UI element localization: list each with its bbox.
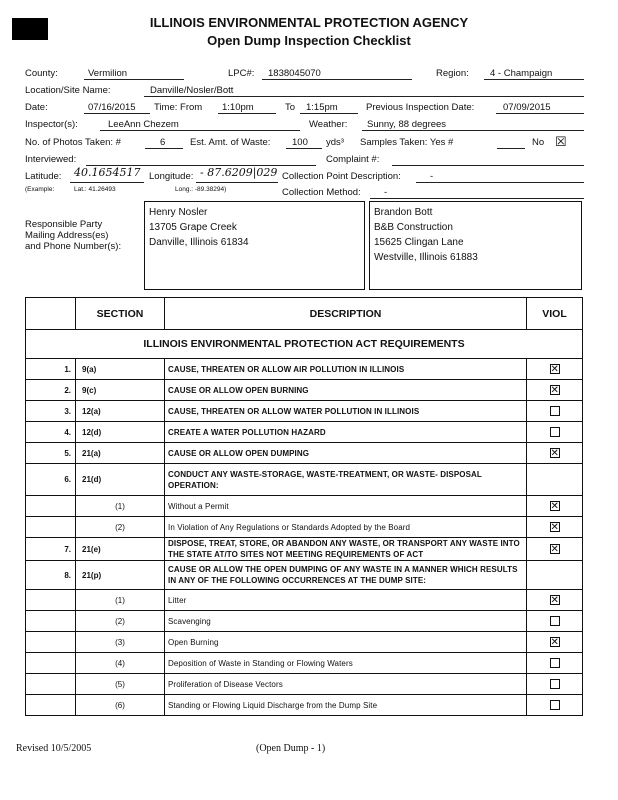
table-row (26, 496, 583, 517)
row-description: CREATE A WATER POLLUTION HAZARD (165, 422, 527, 443)
row-subitem: (4) (76, 653, 165, 674)
samples-no-checkbox[interactable]: ☒ (555, 134, 567, 149)
row-section: 12(d) (76, 422, 165, 443)
row-viol (527, 401, 583, 422)
row-viol (527, 632, 583, 653)
samples-label: Samples Taken: Yes # (360, 137, 454, 148)
weather-label: Weather: (309, 119, 348, 130)
table-row (26, 464, 583, 496)
section-band: ILLINOIS ENVIRONMENTAL PROTECTION ACT REQUIREMENTS (26, 330, 583, 359)
row-subitem: (5) (76, 674, 165, 695)
row-description: Without a Permit (165, 496, 527, 517)
date-label: Date: (25, 102, 48, 113)
viol-checkbox[interactable]: ✕ (550, 501, 559, 512)
complaint-label: Complaint #: (326, 154, 380, 165)
requirements-table (25, 297, 583, 716)
time-label: Time: From (154, 102, 203, 113)
county-label: County: (25, 68, 58, 79)
collection-method-value: - (384, 187, 388, 198)
row-viol (527, 380, 583, 401)
row-section: 12(a) (76, 401, 165, 422)
viol-checkbox[interactable] (550, 658, 560, 668)
row-viol (527, 561, 583, 590)
time-from: 1:10pm (222, 102, 254, 113)
row-viol (527, 653, 583, 674)
row-description: CAUSE, THREATEN OR ALLOW WATER POLLUTION IN ILLINOIS (165, 401, 527, 422)
row-viol (527, 464, 583, 496)
row-subitem: (6) (76, 695, 165, 716)
row-number (26, 695, 76, 716)
inspector-value: LeeAnn Chezem (108, 119, 179, 130)
location-label: Location/Site Name: (25, 85, 111, 96)
row-description: In Violation of Any Regulations or Standards Adopted by the Board (165, 517, 527, 538)
row-viol (527, 674, 583, 695)
agency-title: ILLINOIS ENVIRONMENTAL PROTECTION AGENCY (149, 15, 469, 30)
row-number (26, 496, 76, 517)
viol-checkbox[interactable]: ✕ (550, 448, 559, 459)
row-description: CONDUCT ANY WASTE-STORAGE, WASTE-TREATMENT, OR WASTE- DISPOSAL OPERATION: (165, 464, 527, 496)
time-to-label: To (285, 102, 296, 113)
viol-checkbox[interactable]: ✕ (550, 364, 559, 375)
row-section: 9(a) (76, 359, 165, 380)
table-row (26, 695, 583, 716)
row-viol (527, 611, 583, 632)
row-number (26, 653, 76, 674)
row-number: 7. (26, 538, 76, 561)
row-subitem: (2) (76, 611, 165, 632)
row-subitem: (1) (76, 590, 165, 611)
row-subitem: (2) (76, 517, 165, 538)
interviewed-label: Interviewed: (25, 154, 77, 165)
viol-checkbox[interactable] (550, 427, 560, 437)
row-viol (527, 538, 583, 561)
table-row (26, 380, 583, 401)
row-number: 2. (26, 380, 76, 401)
row-number: 4. (26, 422, 76, 443)
longitude-value: - 87.6209|029 (200, 166, 278, 179)
row-viol (527, 359, 583, 380)
row-description: CAUSE OR ALLOW THE OPEN DUMPING OF ANY WASTE IN A MANNER WHICH RESULTS IN ANY OF THE FOLLOWING OCCURRENCES AT THE DUMP SITE: (165, 561, 527, 590)
row-description: DISPOSE, TREAT, STORE, OR ABANDON ANY WASTE, OR TRANSPORT ANY WASTE INTO THE STATE AT/TO SITES NOT MEETING REQUIREMENTS OF ACT (165, 538, 527, 561)
row-number (26, 674, 76, 695)
row-description: Open Burning (165, 632, 527, 653)
col-header-viol: VIOL (527, 298, 583, 330)
table-row (26, 517, 583, 538)
weather-value: Sunny, 88 degrees (367, 119, 447, 130)
row-number (26, 590, 76, 611)
row-subitem: (3) (76, 632, 165, 653)
viol-checkbox[interactable]: ✕ (550, 544, 559, 555)
row-number: 8. (26, 561, 76, 590)
time-to: 1:15pm (306, 102, 338, 113)
row-section: 21(d) (76, 464, 165, 496)
photos-value: 6 (160, 137, 166, 148)
table-row (26, 538, 583, 561)
collection-point-label: Collection Point Description: (282, 171, 401, 182)
row-number: 5. (26, 443, 76, 464)
table-row (26, 561, 583, 590)
viol-checkbox[interactable] (550, 679, 560, 689)
row-description: Standing or Flowing Liquid Discharge from the Dump Site (165, 695, 527, 716)
row-description: CAUSE OR ALLOW OPEN DUMPING (165, 443, 527, 464)
table-row (26, 443, 583, 464)
latitude-value: 40.1654517 (74, 166, 141, 179)
row-section: 21(a) (76, 443, 165, 464)
row-viol (527, 517, 583, 538)
row-description: Proliferation of Disease Vectors (165, 674, 527, 695)
longitude-label: Longitude: (149, 171, 194, 182)
row-viol (527, 443, 583, 464)
table-row (26, 401, 583, 422)
responsible-party-2: Brandon Bott B&B Construction 15625 Clingan Lane Westville, Illinois 61883 (369, 201, 582, 290)
table-row (26, 653, 583, 674)
county-value: Vermilion (88, 68, 128, 79)
viol-checkbox[interactable]: ✕ (550, 595, 559, 606)
row-viol (527, 695, 583, 716)
row-viol (527, 422, 583, 443)
revised-date: Revised 10/5/2005 (16, 743, 92, 754)
row-description: Deposition of Waste in Standing or Flowing Waters (165, 653, 527, 674)
region-value: 4 - Champaign (490, 68, 553, 79)
table-row (26, 422, 583, 443)
row-section: 21(p) (76, 561, 165, 590)
example-longitude: Long.: -89.38294) (175, 186, 227, 193)
viol-checkbox[interactable]: ✕ (550, 385, 559, 396)
table-row (26, 359, 583, 380)
responsible-party-1: Henry Nosler 13705 Grape Creek Danville, Illinois 61834 (144, 201, 365, 290)
table-row (26, 611, 583, 632)
row-number: 1. (26, 359, 76, 380)
example-label: (Example: (25, 186, 55, 193)
viol-checkbox[interactable]: ✕ (550, 522, 559, 533)
latitude-label: Latitude: (25, 171, 62, 182)
prev-inspection-value: 07/09/2015 (503, 102, 551, 113)
samples-no-label: No (532, 137, 545, 148)
waste-value: 100 (292, 137, 308, 148)
form-title: Open Dump Inspection Checklist (207, 33, 411, 48)
table-row (26, 590, 583, 611)
photos-label: No. of Photos Taken: # (25, 137, 121, 148)
row-number (26, 611, 76, 632)
location-value: Danville/Nosler/Bott (150, 85, 234, 96)
row-number (26, 632, 76, 653)
example-latitude: Lat.: 41.26493 (74, 186, 116, 193)
table-row (26, 632, 583, 653)
row-section: 21(e) (76, 538, 165, 561)
waste-label: Est. Amt. of Waste: (190, 137, 271, 148)
collection-point-value: - (430, 171, 434, 182)
row-description: Scavenging (165, 611, 527, 632)
table-row (26, 674, 583, 695)
viol-checkbox[interactable] (550, 700, 560, 710)
viol-checkbox[interactable] (550, 616, 560, 626)
waste-unit: yds³ (326, 137, 344, 148)
prev-inspection-label: Previous Inspection Date: (366, 102, 475, 113)
row-viol (527, 590, 583, 611)
row-viol (527, 496, 583, 517)
row-number: 3. (26, 401, 76, 422)
collection-method-label: Collection Method: (282, 187, 361, 198)
inspector-label: Inspector(s): (25, 119, 78, 130)
row-description: CAUSE OR ALLOW OPEN BURNING (165, 380, 527, 401)
row-number: 6. (26, 464, 76, 496)
page-label: (Open Dump - 1) (256, 743, 326, 754)
row-description: CAUSE, THREATEN OR ALLOW AIR POLLUTION IN ILLINOIS (165, 359, 527, 380)
region-label: Region: (436, 68, 469, 79)
col-header-section: SECTION (76, 298, 165, 330)
row-description: Litter (165, 590, 527, 611)
lpc-value: 1838045070 (268, 68, 321, 79)
row-section: 9(c) (76, 380, 165, 401)
row-number (26, 517, 76, 538)
lpc-label: LPC#: (228, 68, 255, 79)
responsible-label: Responsible Party Mailing Address(es) and Phone Number(s): (25, 219, 122, 252)
col-header-description: DESCRIPTION (165, 298, 527, 330)
row-subitem: (1) (76, 496, 165, 517)
viol-checkbox[interactable]: ✕ (550, 637, 559, 648)
date-value: 07/16/2015 (88, 102, 136, 113)
viol-checkbox[interactable] (550, 406, 560, 416)
